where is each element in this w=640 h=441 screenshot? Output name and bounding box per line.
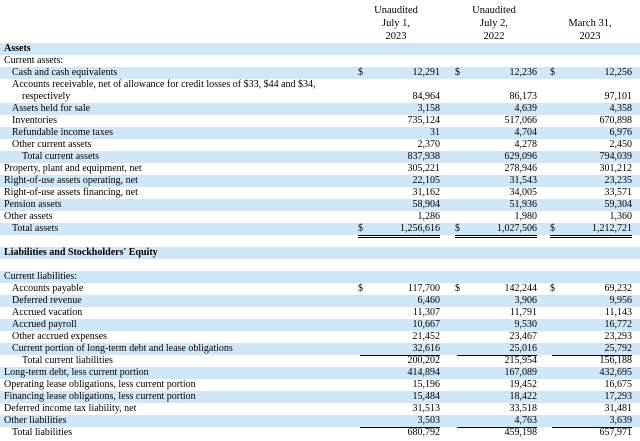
cell-value: 12,256 xyxy=(604,67,632,78)
row-label: Assets held for sale xyxy=(12,103,91,114)
cell-value: 1,286 xyxy=(360,211,440,224)
row-label: Operating lease obligations, less current portion xyxy=(4,379,196,390)
row-label: Right-of-use assets financing, net xyxy=(4,187,138,198)
column-header-line: March 31, xyxy=(568,18,612,29)
cell-value: 657,971 xyxy=(599,427,632,438)
cell-value: 301,212 xyxy=(599,163,632,174)
cell-value: 25,792 xyxy=(552,343,632,356)
cell-value: 4,358 xyxy=(609,103,632,114)
cell-value: 9,956 xyxy=(609,295,632,306)
cell-value: 86,173 xyxy=(509,91,537,102)
table-row xyxy=(0,199,640,211)
cell-value: 18,422 xyxy=(509,391,537,402)
row-label: Total current assets xyxy=(22,151,100,162)
column-header-jul-2-2022 xyxy=(451,4,537,45)
table-row xyxy=(0,307,640,319)
cell-value: 31 xyxy=(430,127,440,138)
row-label: Other current assets xyxy=(12,139,92,150)
table-row xyxy=(0,163,640,175)
cell-value: 15,196 xyxy=(412,379,440,390)
row-label: Refundable income taxes xyxy=(12,127,114,138)
cell-value: 15,484 xyxy=(412,391,440,402)
cell-value: 278,946 xyxy=(504,163,537,174)
row-label: Other assets xyxy=(4,211,53,222)
cell-value: 59,304 xyxy=(604,199,632,210)
row-label: Accounts receivable, net of allowance for credit losses of $33, $44 and $34, xyxy=(12,79,316,90)
cell-value: 25,016 xyxy=(457,343,537,356)
column-header-line: July 2, xyxy=(479,18,508,29)
cell-value: 4,278 xyxy=(457,139,537,152)
cell-value: 58,904 xyxy=(412,199,440,210)
cell-value: 1,360 xyxy=(552,211,632,224)
table-row xyxy=(0,103,640,115)
cell-value: 12,291 xyxy=(412,67,440,78)
row-label: Right-of-use assets operating, net xyxy=(4,175,138,186)
cell-value: 11,791 xyxy=(509,307,537,318)
table-row xyxy=(0,391,640,403)
dollar-sign: $ xyxy=(455,67,460,78)
table-row xyxy=(0,415,640,427)
table-row xyxy=(0,343,640,355)
cell-value: 3,639 xyxy=(552,415,632,428)
dollar-sign: $ xyxy=(550,67,555,78)
cell-value: 33,571 xyxy=(604,187,632,198)
table-row xyxy=(0,139,640,151)
cell-value: 6,976 xyxy=(609,127,632,138)
cell-value: 23,235 xyxy=(604,175,632,186)
row-label: Other accrued expenses xyxy=(12,331,107,342)
cell-value: 3,906 xyxy=(514,295,537,306)
row-label: Long-term debt, less current portion xyxy=(4,367,149,378)
column-header-line: July 1, xyxy=(381,18,410,29)
cell-value: 31,481 xyxy=(604,403,632,414)
row-label-continuation: respectively xyxy=(22,91,71,102)
dollar-sign: $ xyxy=(550,283,555,294)
row-label: Total current liabilities xyxy=(22,355,113,366)
dollar-sign: $ xyxy=(550,223,632,238)
cell-value: 142,244 xyxy=(504,283,537,294)
row-label: Accounts payable xyxy=(12,283,84,294)
table-row xyxy=(0,247,640,259)
cell-value: 12,236 xyxy=(509,67,537,78)
cell-value: 6,460 xyxy=(417,295,440,306)
cell-value: 1,980 xyxy=(457,211,537,224)
row-label: Other liabilities xyxy=(4,415,67,426)
column-header-line: 2022 xyxy=(451,30,537,45)
row-label: Current liabilities: xyxy=(4,271,78,282)
table-row xyxy=(0,151,640,163)
row-label: Financing lease obligations, less current portion xyxy=(4,391,196,402)
cell-value: 17,293 xyxy=(604,391,632,402)
cell-value: 629,096 xyxy=(504,151,537,162)
cell-value: 21,452 xyxy=(412,331,440,342)
table-row xyxy=(0,211,640,223)
table-row xyxy=(0,175,640,187)
cell-value: 11,143 xyxy=(604,307,632,318)
cell-value: 9,530 xyxy=(514,319,537,330)
cell-value: 1,027,506 xyxy=(457,223,537,238)
table-row xyxy=(0,55,640,67)
cell-value: 31,513 xyxy=(412,403,440,414)
row-label: Inventories xyxy=(12,115,57,126)
cell-value: 84,964 xyxy=(412,91,440,102)
dollar-sign: $ xyxy=(358,223,440,238)
row-label: Current portion of long-term debt and lease obligations xyxy=(12,343,233,354)
cell-value: 23,467 xyxy=(509,331,537,342)
row-label: Accrued vacation xyxy=(12,307,83,318)
cell-value: 97,101 xyxy=(604,91,632,102)
cell-value: 156,188 xyxy=(599,355,632,366)
cell-value: 517,066 xyxy=(504,115,537,126)
table-row xyxy=(0,295,640,307)
table-row xyxy=(0,127,640,139)
cell-value: 680,792 xyxy=(407,427,440,438)
table-row xyxy=(0,331,640,343)
table-row xyxy=(0,223,640,235)
table-row xyxy=(0,367,640,379)
cell-value: 2,370 xyxy=(360,139,440,152)
cell-value: 32,616 xyxy=(360,343,440,356)
cell-value: 117,700 xyxy=(407,283,440,294)
cell-value: 4,763 xyxy=(457,415,537,428)
cell-value: 215,954 xyxy=(504,355,537,366)
cell-value: 432,695 xyxy=(599,367,632,378)
table-row xyxy=(0,79,640,103)
row-label: Property, plant and equipment, net xyxy=(4,163,142,174)
column-header-jul-1-2023 xyxy=(353,4,439,45)
row-label: Cash and cash equivalents xyxy=(12,67,118,78)
cell-value: 4,704 xyxy=(514,127,537,138)
cell-value: 33,518 xyxy=(509,403,537,414)
cell-value: 305,221 xyxy=(407,163,440,174)
cell-value: 3,158 xyxy=(417,103,440,114)
table-row xyxy=(0,187,640,199)
table-row xyxy=(0,427,640,439)
cell-value: 34,005 xyxy=(509,187,537,198)
row-label: Pension assets xyxy=(4,199,62,210)
dollar-sign: $ xyxy=(455,283,460,294)
cell-value: 1,256,616 xyxy=(360,223,440,238)
cell-value: 16,772 xyxy=(604,319,632,330)
table-row xyxy=(0,115,640,127)
cell-value: 3,503 xyxy=(360,415,440,428)
cell-value: 69,232 xyxy=(604,283,632,294)
table-row xyxy=(0,403,640,415)
column-header-line: Unaudited xyxy=(472,5,516,16)
row-label: Assets xyxy=(4,43,31,54)
cell-value: 794,039 xyxy=(599,151,632,162)
row-label: Deferred income tax liability, net xyxy=(4,403,137,414)
cell-value: 200,202 xyxy=(407,355,440,366)
cell-value: 16,675 xyxy=(604,379,632,390)
table-row xyxy=(0,283,640,295)
column-header-line: Unaudited xyxy=(374,5,418,16)
column-header-mar-31-2023 xyxy=(547,17,633,45)
cell-value: 31,543 xyxy=(509,175,537,186)
table-row xyxy=(0,67,640,79)
cell-value: 19,452 xyxy=(509,379,537,390)
cell-value: 11,307 xyxy=(412,307,440,318)
cell-value: 1,212,721 xyxy=(552,223,632,238)
column-header-line: 2023 xyxy=(547,30,633,45)
cell-value: 670,898 xyxy=(599,115,632,126)
dollar-sign: $ xyxy=(358,283,363,294)
table-row xyxy=(0,43,640,55)
row-label: Current assets: xyxy=(4,55,64,66)
cell-value: 837,938 xyxy=(407,151,440,162)
cell-value: 167,089 xyxy=(504,367,537,378)
row-label: Accrued payroll xyxy=(12,319,77,330)
cell-value: 23,293 xyxy=(604,331,632,342)
table-row xyxy=(0,319,640,331)
cell-value: 31,162 xyxy=(412,187,440,198)
cell-value: 4,639 xyxy=(514,103,537,114)
column-header-line: 2023 xyxy=(353,30,439,45)
cell-value: 735,124 xyxy=(407,115,440,126)
cell-value: 22,105 xyxy=(412,175,440,186)
cell-value: 51,936 xyxy=(509,199,537,210)
table-row xyxy=(0,379,640,391)
cell-value: 10,667 xyxy=(412,319,440,330)
dollar-sign: $ xyxy=(358,67,363,78)
row-label: Total assets xyxy=(12,223,59,234)
dollar-sign: $ xyxy=(455,223,537,238)
cell-value: 414,894 xyxy=(407,367,440,378)
row-label: Deferred revenue xyxy=(12,295,82,306)
table-row xyxy=(0,355,640,367)
cell-value: 459,198 xyxy=(504,427,537,438)
cell-value: 2,450 xyxy=(552,139,632,152)
row-label: Liabilities and Stockholders' Equity xyxy=(4,247,158,258)
row-label: Total liabilities xyxy=(12,427,73,438)
table-row xyxy=(0,271,640,283)
